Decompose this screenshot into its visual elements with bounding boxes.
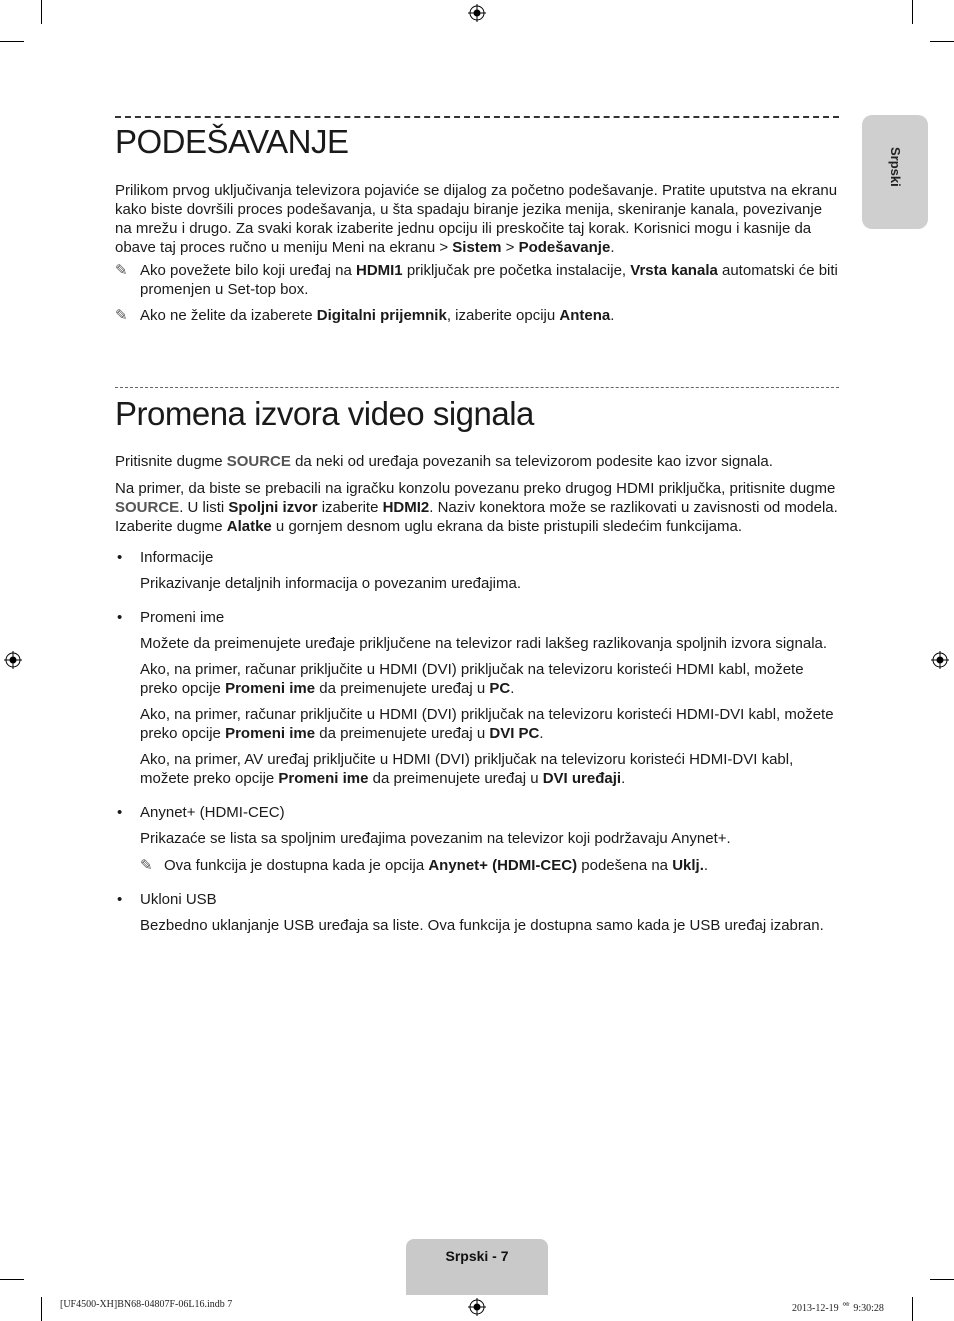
registration-mark-icon <box>4 651 22 669</box>
note-pencil-icon: ✎ <box>140 857 153 874</box>
registration-mark-icon <box>468 4 486 22</box>
crop-mark <box>930 1279 954 1280</box>
section-divider <box>115 387 839 388</box>
side-tab-label: Srpski <box>888 147 903 187</box>
crop-mark <box>912 0 913 24</box>
registration-mark-icon <box>468 1298 486 1316</box>
bullet-description: Ako, na primer, računar priključite u HDMI (DVI) priključak na televizoru koristeći HDMI-DVI kabl, možete preko opcije Promeni ime da preimenujete uređaj u DVI PC. <box>140 706 834 742</box>
bullet-description: Možete da preimenujete uređaje priključene na televizor radi lakšeg razlikovanja spoljnih izvora signala. <box>140 635 828 652</box>
language-side-tab <box>862 115 928 229</box>
bullet-label: Ukloni USB <box>140 891 217 908</box>
section-divider <box>115 116 839 118</box>
page-number-box <box>406 1239 548 1295</box>
note-pencil-icon: ✎ <box>115 262 128 279</box>
source-paragraph-1: Pritisnite dugme SOURCE da neki od uređaja povezanih sa televizorom podesite kao izvor signala. <box>115 453 773 470</box>
section-title-setup: PODEŠAVANJE <box>115 123 349 160</box>
bullet-dot: • <box>117 891 123 908</box>
bullet-description: Ako, na primer, računar priključite u HDMI (DVI) priključak na televizoru koristeći HDMI kabl, možete preko opcije Promeni ime da preimenujete uređaj u PC. <box>140 661 804 697</box>
source-paragraph-2: Na primer, da biste se prebacili na igračku konzolu povezanu preko drugog HDMI priključka, pritisnite dugme SOURCE. U listi Spoljni izvor izaberite HDMI2. Naziv konektora može se razlikovati u zavisnosti od modela. Izaberite dugme Alatke u gornjem desnom uglu ekrana da biste pristupili sledećim funkcijama. <box>115 480 838 535</box>
bullet-description: Bezbedno uklanjanje USB uređaja sa liste. Ova funkcija je dostupna samo kada je USB uređaj izabran. <box>140 917 824 934</box>
note-pencil-icon: ✎ <box>115 307 128 324</box>
crop-mark <box>0 1279 24 1280</box>
bullet-dot: • <box>117 549 123 566</box>
crop-mark <box>930 41 954 42</box>
bullet-label: Promeni ime <box>140 609 225 626</box>
bullet-dot: • <box>117 609 123 626</box>
page-number: Srpski - 7 <box>445 1248 509 1264</box>
crop-mark <box>912 1297 913 1321</box>
bullet-description: Prikazivanje detaljnih informacija o povezanim uređajima. <box>140 575 522 592</box>
bullet-description: Prikazaće se lista sa spoljnim uređajima povezanim na televizor koji podržavaju Anynet+. <box>140 830 731 847</box>
imprint-date: 2013-12-19 ᄋᄒ 9:30:28 <box>792 1303 884 1314</box>
section-title-source: Promena izvora video signala <box>115 395 534 432</box>
setup-intro-paragraph: Prilikom prvog uključivanja televizora pojaviće se dijalog za početno podešavanje. Pratite uputstva na ekranu kako biste dovršili proces podešavanja, u šta spadaju biranje jezika menija, skeniranje kanala, povezivanje na mrežu i drugo. Za svaki korak izaberite jednu opciju ili preskočite taj korak. Korisnici mogu i kasnije da obave taj proces ručno u meniju Meni na ekranu > Sistem > Podešavanje. <box>115 182 838 256</box>
crop-mark <box>41 1297 42 1321</box>
crop-mark <box>41 0 42 24</box>
imprint-file: [UF4500-XH]BN68-04807F-06L16.indb 7 <box>60 1299 233 1310</box>
crop-mark <box>0 41 24 42</box>
bullet-description: Ako, na primer, AV uređaj priključite u HDMI (DVI) priključak na televizoru koristeći HDMI-DVI kabl, možete preko opcije Promeni ime da preimenujete uređaj u DVI uređaji. <box>140 751 794 787</box>
bullet-dot: • <box>117 804 123 821</box>
bullet-label: Informacije <box>140 549 214 566</box>
bullet-label: Anynet+ (HDMI-CEC) <box>140 804 285 821</box>
registration-mark-icon <box>931 651 949 669</box>
